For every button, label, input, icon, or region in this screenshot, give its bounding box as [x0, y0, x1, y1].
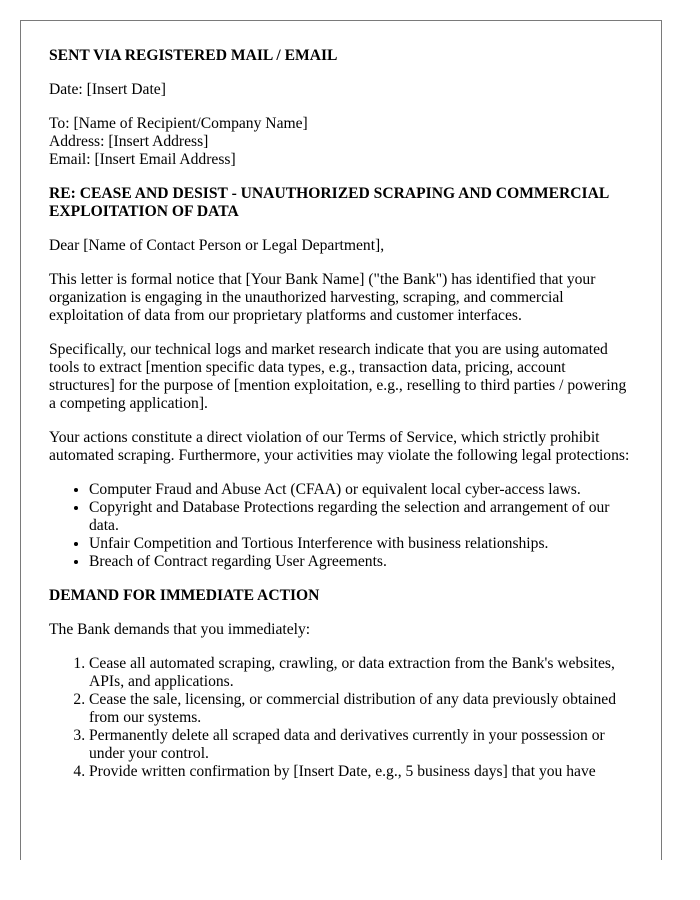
list-item: • Breach of Contract regarding User Agreements.	[89, 553, 633, 571]
sent-via-heading: SENT VIA REGISTERED MAIL / EMAIL	[49, 47, 338, 64]
list-item: 2. Cease the sale, licensing, or commercial distribution of any data previously obtained from our systems.	[89, 691, 633, 727]
subject-heading: RE: CEASE AND DESIST - UNAUTHORIZED SCRAPING AND COMMERCIAL EXPLOITATION OF DATA	[49, 185, 609, 220]
paragraph-specifics: Specifically, our technical logs and market research indicate that you are using automated tools to extract [mention specific data types, e.g., transaction data, pricing, account structures] for the purpose of [mention exploitation, e.g., reselling to third parties / powering a competing application].	[49, 341, 627, 412]
date-line: Date: [Insert Date]	[49, 81, 166, 98]
letter-page	[20, 20, 662, 860]
legal-protections-list	[49, 481, 633, 571]
list-item: • Unfair Competition and Tortious Interference with business relationships.	[89, 535, 633, 553]
demand-intro: The Bank demands that you immediately:	[49, 621, 311, 638]
demands-list	[49, 655, 633, 781]
demand-heading: DEMAND FOR IMMEDIATE ACTION	[49, 587, 320, 604]
list-item: 4. Provide written confirmation by [Insert Date, e.g., 5 business days] that you have	[89, 763, 633, 781]
paragraph-violations: Your actions constitute a direct violation of our Terms of Service, which strictly prohibit automated scraping. Furthermore, your activities may violate the following legal protections:	[49, 429, 630, 464]
list-item: 3. Permanently delete all scraped data and derivatives currently in your possession or under your control.	[89, 727, 633, 763]
paragraph-notice: This letter is formal notice that [Your Bank Name] ("the Bank") has identified that your organization is engaging in the unauthorized harvesting, scraping, and commercial exploitation of data from our proprietary platforms and customer interfaces.	[49, 271, 596, 324]
list-item: • Copyright and Database Protections regarding the selection and arrangement of our data.	[89, 499, 633, 535]
recipient-block	[49, 115, 633, 169]
list-item: 1. Cease all automated scraping, crawling, or data extraction from the Bank's websites, APIs, and applications.	[89, 655, 633, 691]
recipient-address: Address: [Insert Address]	[49, 133, 209, 150]
recipient-to: To: [Name of Recipient/Company Name]	[49, 115, 308, 132]
salutation: Dear [Name of Contact Person or Legal Department],	[49, 237, 385, 254]
list-item: • Computer Fraud and Abuse Act (CFAA) or equivalent local cyber-access laws.	[89, 481, 633, 499]
recipient-email: Email: [Insert Email Address]	[49, 151, 236, 168]
